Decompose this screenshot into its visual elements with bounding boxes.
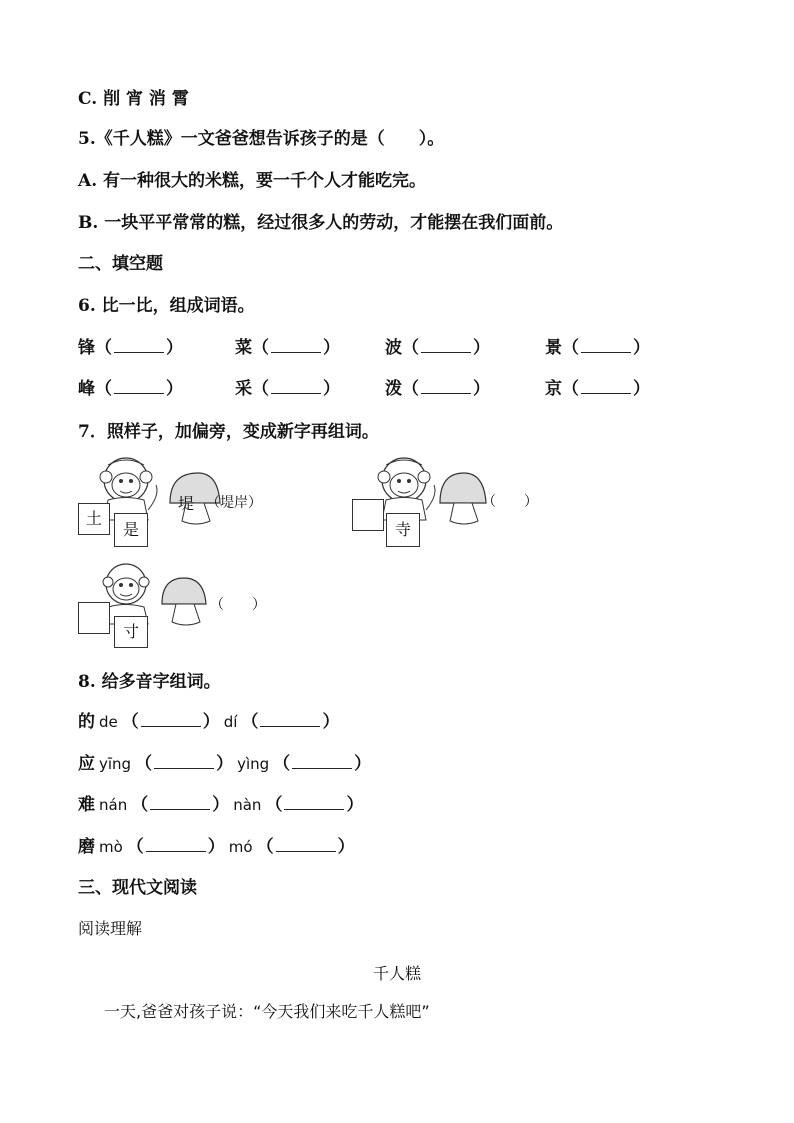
q8-row: 难 nán （ ） nàn （ ） — [78, 795, 364, 815]
empty-radical-box[interactable] — [78, 602, 110, 634]
section3-subheading: 阅读理解 — [78, 919, 143, 938]
q6-item: 景（ ） — [545, 338, 650, 358]
base-char-box: 是 — [114, 513, 148, 547]
q6-item: 采（ ） — [235, 379, 340, 399]
q5-question: 5.《千人糕》一文爸爸想告诉孩子的是（ ）。 — [78, 129, 445, 149]
q6-item: 波（ ） — [385, 338, 490, 358]
q6-item: 菜（ ） — [235, 338, 340, 358]
answer-blank[interactable]: （ ） — [482, 494, 538, 510]
q6-item: 锋（ ） — [78, 338, 183, 358]
section2-heading: 二、填空题 — [78, 254, 163, 274]
answer-blank[interactable]: （ ） — [210, 597, 266, 613]
q6-item: 京（ ） — [545, 379, 650, 399]
radical-box: 土 — [78, 503, 110, 535]
q6-item: 泼（ ） — [385, 379, 490, 399]
empty-radical-box[interactable] — [352, 499, 384, 531]
q5-option-b: B. 一块平平常常的糕，经过很多人的劳动，才能摆在我们面前。 — [78, 213, 564, 233]
new-char: 堤 — [178, 494, 195, 513]
q6-item: 峰（ ） — [78, 379, 183, 399]
q7-question: 7．照样子，加偏旁，变成新字再组词。 — [78, 422, 379, 442]
q8-row: 应 yīng （ ） yìng （ ） — [78, 754, 372, 774]
base-char-box: 寺 — [386, 513, 420, 547]
q8-row: 的 de （ ） dí （ ） — [78, 712, 340, 732]
q8-row: 磨 mò （ ） mó （ ） — [78, 837, 355, 857]
q4-option-c: C. 削 宵 消 霄 — [78, 89, 189, 109]
example-word: （堤岸） — [206, 495, 262, 511]
monkey-mushroom-figure — [352, 455, 552, 550]
q8-question: 8. 给多音字组词。 — [78, 672, 221, 692]
q5-option-a: A. 有一种很大的米糕，要一千个人才能吃完。 — [78, 171, 427, 191]
section3-heading: 三、现代文阅读 — [78, 878, 197, 898]
monkey-mushroom-figure — [78, 455, 298, 550]
passage-first-line: 一天,爸爸对孩子说：“今天我们来吃千人糕吧” — [104, 1002, 430, 1021]
base-char-box: 寸 — [114, 616, 148, 648]
q6-question: 6. 比一比，组成词语。 — [78, 296, 255, 316]
monkey-mushroom-figure — [78, 562, 278, 647]
passage-title: 千人糕 — [372, 964, 421, 983]
